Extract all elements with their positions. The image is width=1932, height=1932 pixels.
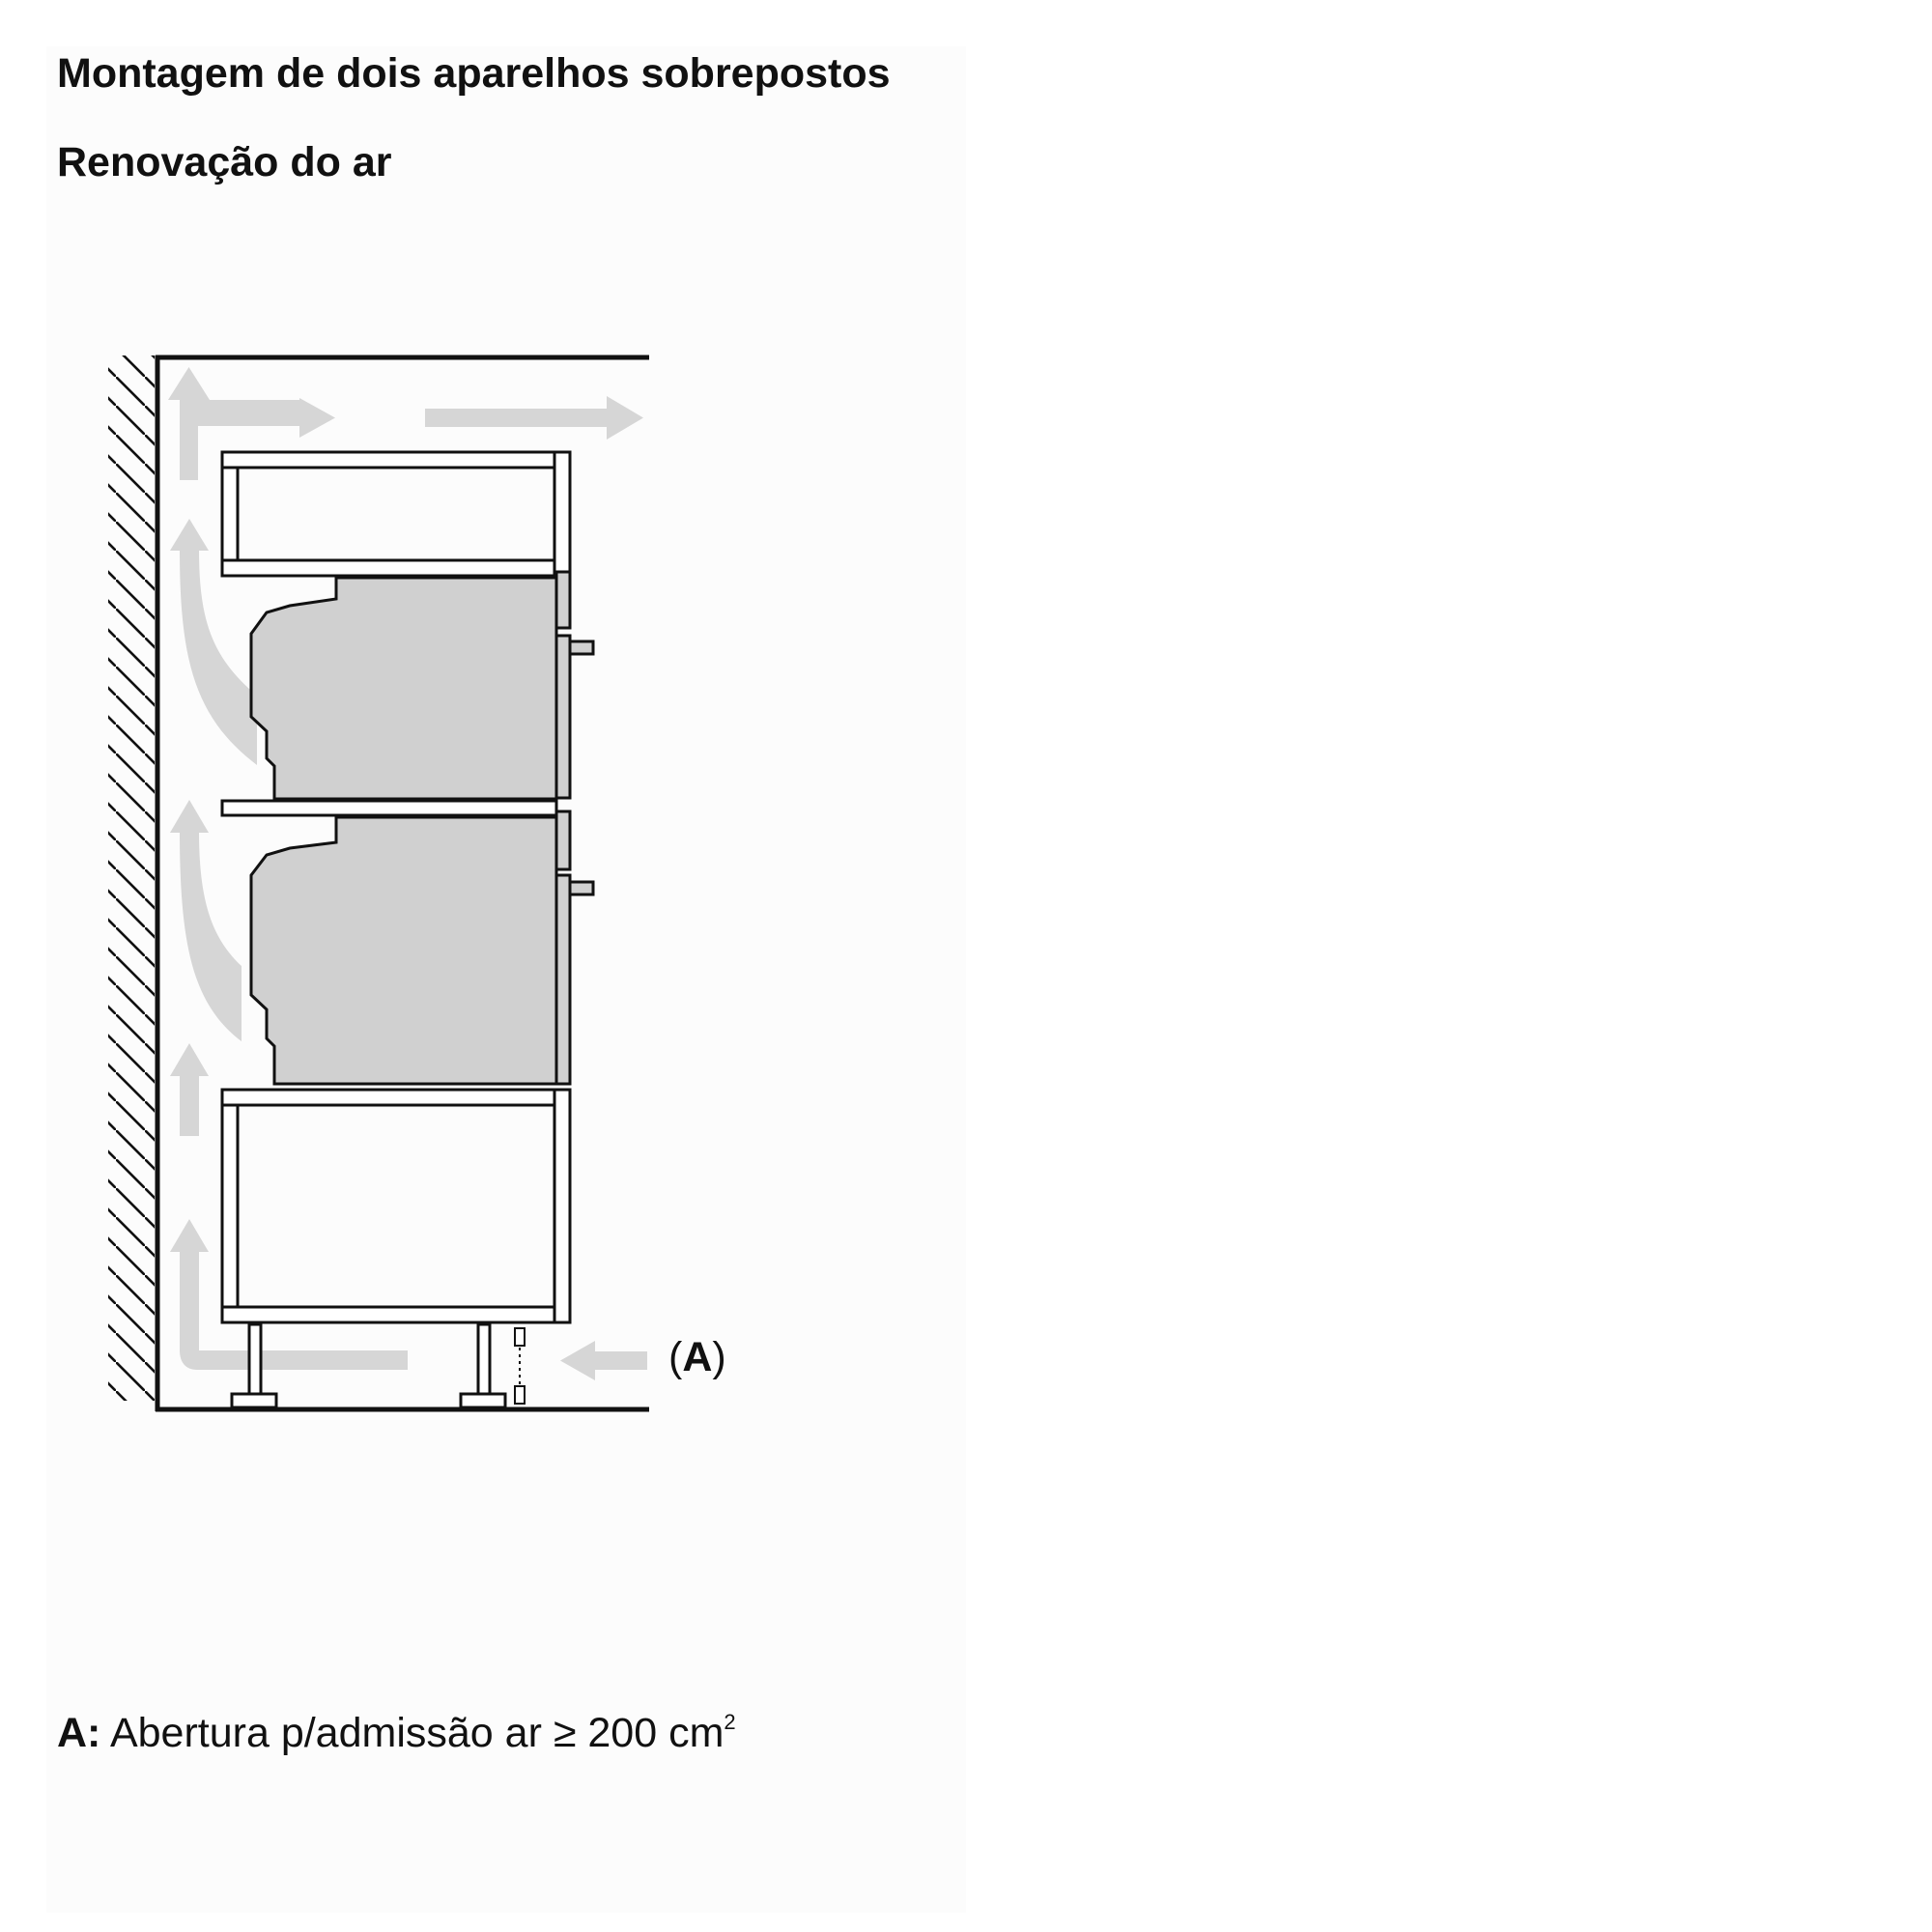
right-foot-post bbox=[478, 1324, 490, 1394]
legend-text: Abertura p/admissão ar ≥ 200 cm bbox=[100, 1710, 724, 1756]
legend-superscript: 2 bbox=[724, 1710, 736, 1734]
legend-key: A: bbox=[57, 1710, 101, 1756]
lower-oven bbox=[251, 811, 593, 1084]
left-foot-post bbox=[249, 1324, 261, 1394]
page-title: Montagem de dois aparelhos sobrepostos bbox=[57, 50, 891, 97]
airflow-curve-upper bbox=[180, 549, 257, 765]
upper-cabinet bbox=[222, 452, 570, 576]
airflow-arrow-top-corner bbox=[180, 400, 198, 426]
airflow-arrowhead-top-up bbox=[168, 367, 210, 400]
airflow-arrow-top-right bbox=[188, 400, 299, 410]
upper-oven-door bbox=[556, 636, 570, 798]
airflow-arrowhead-bottom bbox=[170, 1219, 209, 1252]
callout-label-a bbox=[668, 1334, 726, 1381]
airflow-arrowhead-middle bbox=[170, 800, 209, 833]
upper-oven bbox=[251, 572, 593, 799]
left-foot-base bbox=[232, 1394, 276, 1407]
lower-cabinet bbox=[222, 1090, 570, 1322]
legend-note bbox=[57, 1710, 736, 1757]
airflow-arrow-lower-straight bbox=[180, 1074, 199, 1136]
callout-open-paren: ( bbox=[668, 1334, 683, 1380]
callout-close-paren: ) bbox=[712, 1334, 726, 1380]
wall-hatching bbox=[108, 355, 155, 1401]
airflow-arrowhead-intake bbox=[560, 1341, 595, 1380]
airflow-arrow-exhaust bbox=[425, 409, 609, 427]
right-foot-base bbox=[461, 1394, 505, 1407]
callout-letter: A bbox=[682, 1334, 713, 1380]
lower-oven-handle bbox=[570, 882, 593, 895]
airflow-arrowhead-exhaust bbox=[607, 396, 643, 440]
airflow-arrowhead-upper bbox=[170, 519, 209, 551]
lower-oven-door bbox=[556, 875, 570, 1084]
lower-oven-control-panel bbox=[556, 811, 570, 869]
airflow-arrow-intake bbox=[593, 1351, 647, 1370]
middle-shelf bbox=[222, 801, 556, 815]
section-subtitle: Renovação do ar bbox=[57, 139, 392, 185]
plinth-opening-marker bbox=[515, 1328, 525, 1404]
airflow-curve-lower bbox=[180, 831, 242, 1041]
upper-oven-control-panel bbox=[556, 572, 570, 628]
airflow-arrowhead-top-right bbox=[299, 398, 335, 438]
upper-oven-handle bbox=[570, 641, 593, 654]
airflow-arrowhead-lower bbox=[170, 1043, 209, 1076]
